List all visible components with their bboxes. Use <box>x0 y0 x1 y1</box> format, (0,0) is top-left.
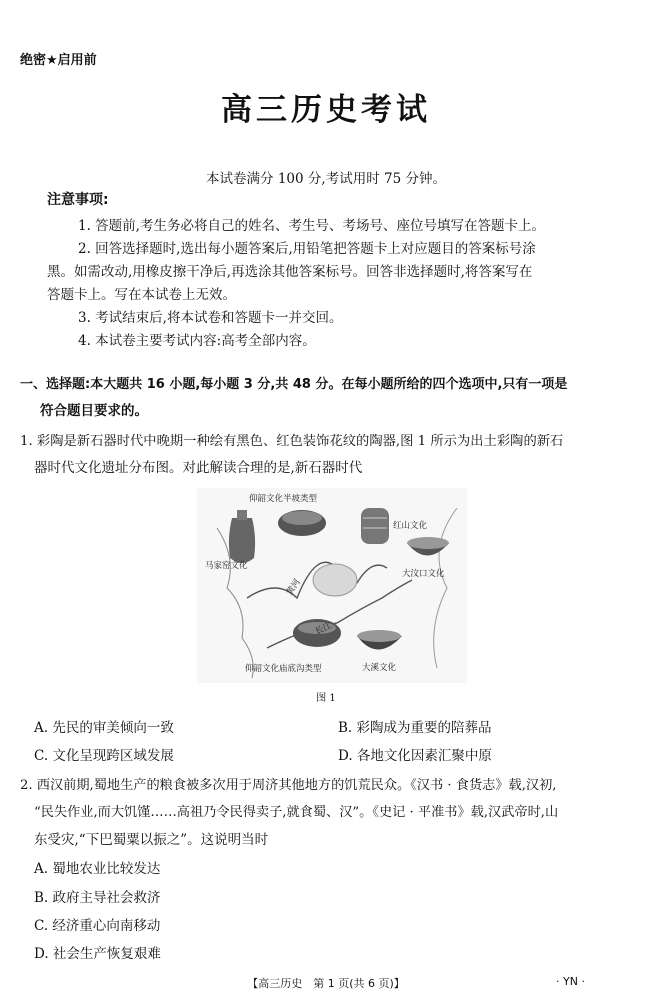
q1-stem-cont: 器时代文化遗址分布图。对此解读合理的是,新石器时代 <box>34 460 363 476</box>
central-region-ellipse <box>313 564 357 596</box>
figure-1-map <box>197 488 467 683</box>
q2-stem: 2. 西汉前期,蜀地生产的粮食被多次用于周济其他地方的饥荒民众。《汉书 · 食货志》载,汉初, <box>20 778 557 793</box>
banpo-pot-icon <box>278 510 326 536</box>
label-huanghe: 黄河 <box>284 577 303 598</box>
q2-option-c[interactable]: C. 经济重心向南移动 <box>34 918 161 934</box>
notice-line: 2. 回答选择题时,选出每小题答案后,用铅笔把答题卡上对应题目的答案标号涂 <box>78 241 536 257</box>
label-majiayao: 马家窑文化 <box>205 561 248 571</box>
label-miaodigou: 仰韶文化庙底沟类型 <box>245 664 322 674</box>
notice-line: 3. 考试结束后,将本试卷和答题卡一并交回。 <box>78 310 343 326</box>
q1-option-b[interactable]: B. 彩陶成为重要的陪葬品 <box>338 720 492 736</box>
q1-option-c[interactable]: C. 文化呈现跨区域发展 <box>34 748 174 764</box>
notice-line: 黑。如需改动,用橡皮擦干净后,再选涂其他答案标号。回答非选择题时,将答案写在 <box>47 264 533 280</box>
notice-heading: 注意事项: <box>47 192 109 208</box>
section-heading-cont: 符合题目要求的。 <box>40 403 148 419</box>
q1-option-d[interactable]: D. 各地文化因素汇聚中原 <box>338 748 492 764</box>
label-daxi: 大溪文化 <box>362 663 397 673</box>
notice-line: 1. 答题前,考生务必将自己的姓名、考生号、考场号、座位号填写在答题卡上。 <box>78 218 545 234</box>
q2-option-a[interactable]: A. 蜀地农业比较发达 <box>34 861 161 877</box>
q1-option-a[interactable]: A. 先民的审美倾向一致 <box>34 720 174 736</box>
label-hongshan: 红山文化 <box>393 521 428 531</box>
footer-code: · YN · <box>556 975 585 988</box>
section-heading: 一、选择题:本大题共 16 小题,每小题 3 分,共 48 分。在每小题所给的四个选项中,只有一项是 <box>20 377 568 392</box>
label-banpo: 仰韶文化半坡类型 <box>249 494 318 504</box>
q1-stem: 1. 彩陶是新石器时代中晚期一种绘有黑色、红色装饰花纹的陶器,图 1 所示为出土彩陶的新石 <box>20 434 564 449</box>
q2-stem-cont: 东受灾,“下巴蜀粟以振之”。这说明当时 <box>34 832 269 848</box>
label-dawenkou: 大汶口文化 <box>402 569 445 579</box>
q2-stem-cont: “民失作业,而大饥馑……高祖乃令民得卖子,就食蜀、汉”。《史记 · 平准书》载,汉武帝时,山 <box>34 805 559 820</box>
q2-option-b[interactable]: B. 政府主导社会救济 <box>34 890 161 906</box>
q2-option-d[interactable]: D. 社会生产恢复艰难 <box>34 946 161 962</box>
page-footer: 【高三历史 第 1 页(共 6 页)】 <box>247 977 405 990</box>
confidential-label: 绝密★启用前 <box>20 53 97 68</box>
hongshan-jar-icon <box>361 508 389 544</box>
exam-title: 高三历史考试 <box>221 92 431 128</box>
notice-line: 4. 本试卷主要考试内容:高考全部内容。 <box>78 333 316 349</box>
exam-subtitle: 本试卷满分 100 分,考试用时 75 分钟。 <box>206 171 446 187</box>
figure-caption: 图 1 <box>316 693 336 704</box>
notice-line: 答题卡上。写在本试卷上无效。 <box>47 287 236 303</box>
label-changjiang: 长江 <box>313 620 334 638</box>
